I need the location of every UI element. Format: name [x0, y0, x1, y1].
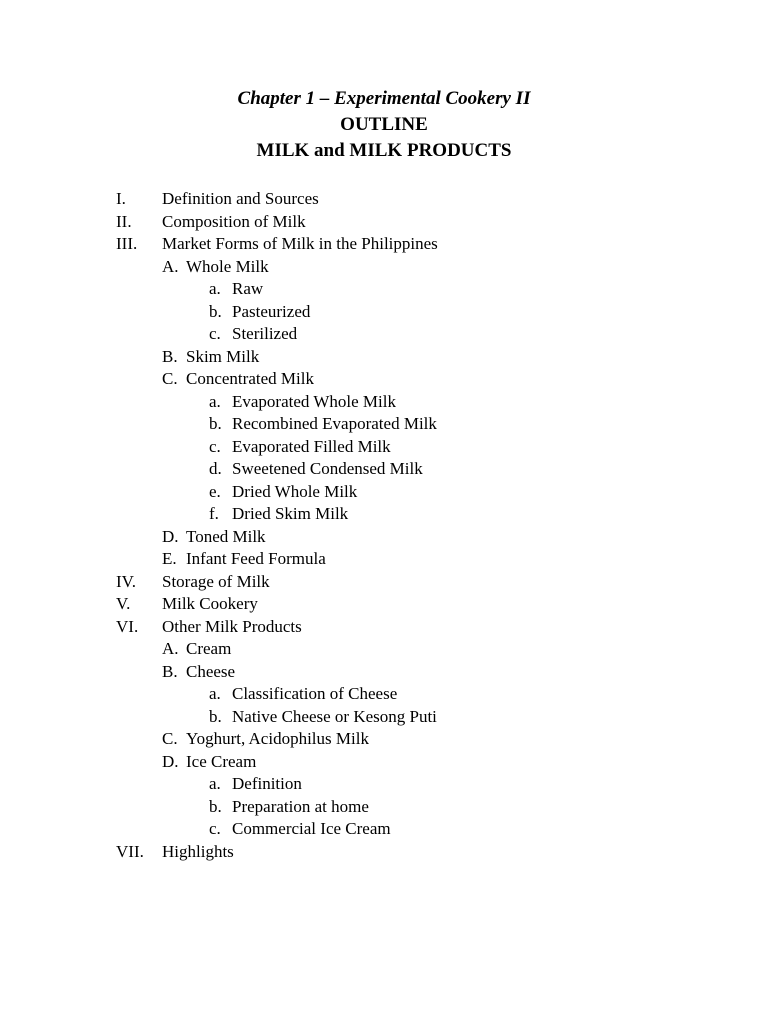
outline-item-text: Evaporated Whole Milk: [232, 391, 396, 411]
outline-item: [0, 571, 768, 594]
outline-item-marker: c.: [209, 436, 221, 456]
outline-item-marker: I.: [116, 189, 126, 208]
outline-item-marker: c.: [209, 324, 221, 343]
outline-item-text: Concentrated Milk: [186, 369, 314, 388]
outline-item-text: Yoghurt, Acidophilus Milk: [186, 729, 369, 748]
outline-item-marker: VI.: [116, 616, 139, 636]
outline-item-text: Classification of Cheese: [232, 684, 398, 703]
outline-item: [0, 616, 768, 639]
outline-item-text: Preparation at home: [232, 796, 369, 816]
outline-item: [0, 683, 768, 706]
outline-item-marker: A.: [162, 639, 179, 658]
outline-item-marker: VII.: [116, 841, 144, 861]
outline-item-marker: B.: [162, 661, 178, 681]
outline-item-marker: b.: [209, 706, 222, 726]
outline-item-marker: b.: [209, 414, 222, 433]
outline-item-text: Definition: [232, 774, 302, 793]
outline-item-marker: a.: [209, 774, 221, 793]
outline-item-text: Dried Whole Milk: [232, 481, 358, 501]
outline-item-text: Ice Cream: [186, 751, 257, 771]
outline-item-text: Dried Skim Milk: [232, 504, 349, 523]
outline-item: [0, 773, 768, 796]
outline-item-marker: A.: [162, 256, 179, 276]
outline-item-text: Highlights: [162, 841, 234, 861]
outline-item-marker: a.: [209, 391, 221, 411]
outline-list: [0, 188, 768, 863]
outline-item-text: Recombined Evaporated Milk: [232, 414, 437, 433]
outline-item: [0, 301, 768, 324]
outline-item-text: Toned Milk: [186, 526, 266, 546]
outline-item-text: Storage of Milk: [162, 571, 270, 591]
outline-item-marker: C.: [162, 369, 178, 388]
outline-item-text: Infant Feed Formula: [186, 549, 326, 568]
outline-item-text: Commercial Ice Cream: [232, 819, 391, 838]
outline-item-marker: b.: [209, 796, 222, 816]
outline-item-text: Sterilized: [232, 324, 298, 343]
outline-item-text: Whole Milk: [186, 256, 269, 276]
outline-item: [0, 413, 768, 436]
outline-item: [0, 436, 768, 459]
outline-item: [0, 368, 768, 391]
outline-item-text: Milk Cookery: [162, 594, 258, 613]
outline-item-text: Skim Milk: [186, 346, 260, 366]
outline-item-marker: D.: [162, 526, 179, 546]
outline-item: [0, 188, 768, 211]
outline-item: [0, 346, 768, 369]
outline-item: [0, 728, 768, 751]
outline-item: [0, 818, 768, 841]
outline-item: [0, 256, 768, 279]
outline-item: [0, 841, 768, 864]
outline-item: [0, 391, 768, 414]
outline-item-text: Sweetened Condensed Milk: [232, 459, 423, 478]
outline-item-marker: C.: [162, 729, 178, 748]
outline-item-marker: III.: [116, 234, 138, 253]
outline-item-marker: II.: [116, 211, 132, 231]
outline-item-marker: a.: [209, 684, 221, 703]
outline-item-text: Definition and Sources: [162, 189, 319, 208]
outline-item: [0, 661, 768, 684]
outline-heading: OUTLINE: [340, 114, 428, 135]
outline-item: [0, 323, 768, 346]
outline-item-text: Other Milk Products: [162, 616, 302, 636]
outline-item: [0, 548, 768, 571]
outline-item: [0, 638, 768, 661]
outline-item-marker: IV.: [116, 571, 136, 591]
outline-item: [0, 211, 768, 234]
outline-item-text: Raw: [232, 279, 264, 298]
outline-item-marker: f.: [209, 504, 219, 523]
outline-item-marker: V.: [116, 594, 131, 613]
outline-item: [0, 278, 768, 301]
outline-item-marker: d.: [209, 459, 222, 478]
outline-item-marker: c.: [209, 819, 221, 838]
outline-item-marker: B.: [162, 346, 178, 366]
outline-item-text: Pasteurized: [232, 301, 311, 321]
outline-item: [0, 796, 768, 819]
outline-item-text: Evaporated Filled Milk: [232, 436, 391, 456]
outline-item: [0, 751, 768, 774]
outline-item-marker: D.: [162, 751, 179, 771]
outline-item: [0, 706, 768, 729]
outline-item-text: Native Cheese or Kesong Puti: [232, 706, 437, 726]
outline-item: [0, 503, 768, 526]
outline-item: [0, 526, 768, 549]
subject-heading: MILK and MILK PRODUCTS: [256, 140, 512, 161]
outline-item-text: Market Forms of Milk in the Philippines: [162, 234, 438, 253]
outline-item-text: Composition of Milk: [162, 211, 306, 231]
outline-item-marker: a.: [209, 279, 221, 298]
outline-item: [0, 481, 768, 504]
chapter-title: Chapter 1 – Experimental Cookery II: [237, 88, 531, 109]
outline-item-marker: E.: [162, 549, 177, 568]
outline-item-marker: b.: [209, 301, 222, 321]
outline-item: [0, 458, 768, 481]
outline-item-text: Cheese: [186, 661, 236, 681]
outline-item: [0, 593, 768, 616]
outline-item: [0, 233, 768, 256]
outline-item-marker: e.: [209, 481, 221, 501]
outline-item-text: Cream: [186, 639, 232, 658]
